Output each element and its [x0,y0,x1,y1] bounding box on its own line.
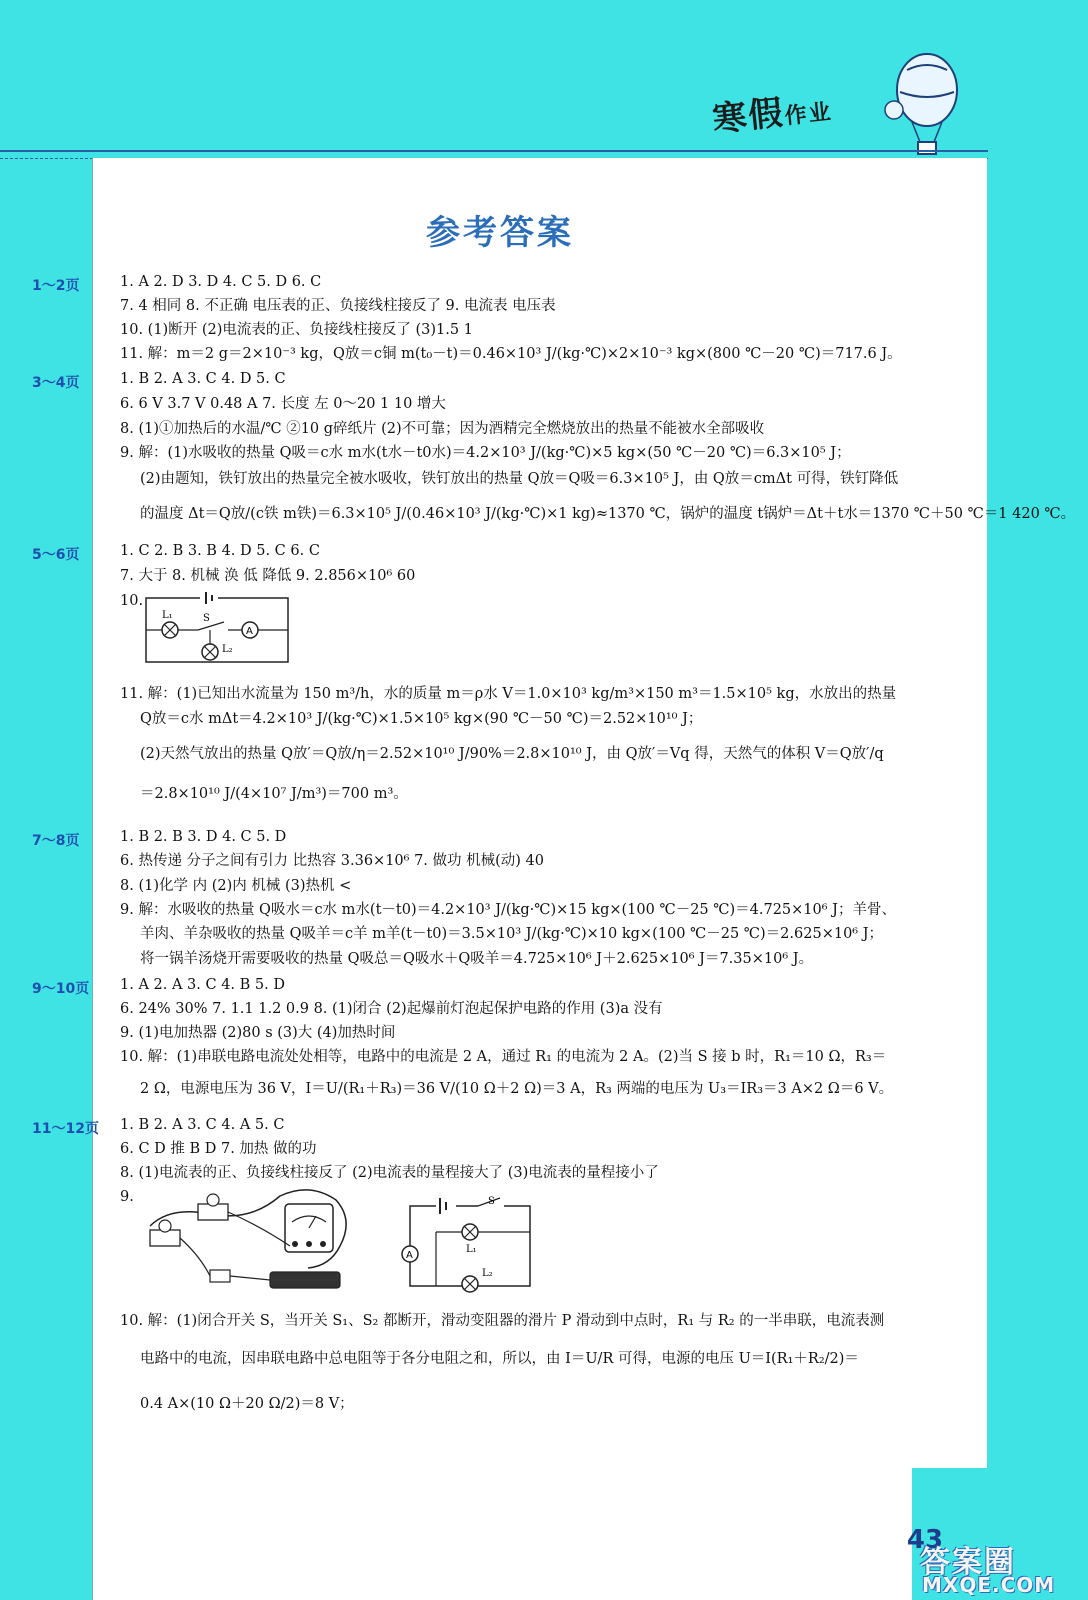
answer-line: 9. (1)电加热器 (2)80 s (3)大 (4)加热时间 [120,1025,396,1041]
watermark-line1: 答案圈 [920,1545,1016,1580]
section-pages-label: 3～4页 [32,375,80,391]
answer-line: 10. [120,593,144,609]
answer-line: 6. 热传递 分子之间有引力 比热容 3.36×10⁶ 7. 做功 机械(动) 40 [120,853,545,869]
answer-line: 1. C 2. B 3. B 4. D 5. C 6. C [120,543,320,559]
answer-line: 羊肉、羊杂吸收的热量 Q吸羊＝c羊 m羊(t－t0)＝3.5×10³ J/(kg·℃)×10 kg×(100 ℃－25 ℃)＝2.625×10⁶ J； [140,926,884,942]
c1-l1-label: L₁ [162,610,173,621]
answer-line: (2)由题知，铁钉放出的热量完全被水吸收，铁钉放出的热量 Q放＝Q吸＝6.3×10⁵ J，由 Q放＝cmΔt 可得，铁钉降低 [140,471,899,487]
answer-line: 10. 解：(1)闭合开关 S，当开关 S₁、S₂ 都断开，滑动变阻器的滑片 P 滑动到中点时，R₁ 与 R₂ 的一半串联，电流表测 [120,1313,885,1329]
c1-a-label: A [246,626,253,637]
answer-line: 8. (1)①加热后的水温/℃ ②10 g碎纸片 (2)不可靠；因为酒精完全燃烧放出的热量不能被水全部吸收 [120,421,765,437]
answer-line: 1. B 2. B 3. D 4. C 5. D [120,829,287,845]
answer-line: 8. (1)电流表的正、负接线柱接反了 (2)电流表的量程接大了 (3)电流表的量程接小了 [120,1165,659,1181]
answer-line: 7. 大于 8. 机械 涣 低 降低 9. 2.856×10⁶ 60 [120,568,416,584]
answer-line: 11. 解：m＝2 g＝2×10⁻³ kg，Q放＝c铜 m(t₀－t)＝0.46×10³ J/(kg·℃)×2×10⁻³ kg×(800 ℃－20 ℃)＝717.6 J。 [120,346,902,362]
c1-l2-label: L₂ [222,644,233,655]
answer-line: ＝2.8×10¹⁰ J/(4×10⁷ J/m³)＝700 m³。 [140,786,408,802]
page-title: 参考答案 [426,213,574,253]
header-band [0,0,1088,150]
answer-line: 10. 解：(1)串联电路电流处处相等，电路中的电流是 2 A，通过 R₁ 的电流为 2 A。(2)当 S 接 b 时，R₁＝10 Ω，R₃＝ [120,1049,887,1065]
c2-l1-label: L₁ [466,1244,477,1255]
answer-line: 8. (1)化学 内 (2)内 机械 (3)热机 < [120,878,352,894]
answer-line: 0.4 A×(10 Ω＋20 Ω/2)＝8 V； [140,1396,354,1412]
answer-line: 6. C D 推 B D 7. 加热 做的功 [120,1141,317,1157]
answer-line: 1. A 2. A 3. C 4. B 5. D [120,977,285,993]
brand-main: 寒假 [710,92,787,141]
paper-area-lower [92,1468,912,1600]
answer-line: 9. [120,1189,134,1205]
answer-line: 11. 解：(1)已知出水流量为 150 m³/h，水的质量 m＝ρ水 V＝1.0×10³ kg/m³×150 m³＝1.5×10⁵ kg，水放出的热量 [120,686,897,702]
answer-line: 6. 6 V 3.7 V 0.48 A 7. 长度 左 0～20 1 10 增大 [120,396,446,412]
brand-sub: 作业 [783,99,834,130]
answer-line: 7. 4 相同 8. 不正确 电压表的正、负接线柱接反了 9. 电流表 电压表 [120,298,556,314]
circuit-diagram-1 [140,590,300,670]
section-pages-label: 9～10页 [32,981,90,997]
c1-s-label: S [203,613,210,624]
answer-line: 1. B 2. A 3. C 4. D 5. C [120,371,286,387]
answer-line: 将一锅羊汤烧开需要吸收的热量 Q吸总＝Q吸水＋Q吸羊＝4.725×10⁶ J＋2.625×10⁶ J＝7.35×10⁶ J。 [140,951,814,967]
section-pages-label: 5～6页 [32,547,80,563]
hot-air-balloon-icon [882,50,972,160]
answer-line: 10. (1)断开 (2)电流表的正、负接线柱接反了 (3)1.5 1 [120,322,473,338]
c2-a-label: A [406,1250,413,1261]
section-pages-label: 7～8页 [32,833,80,849]
c2-s-label: S [488,1196,495,1207]
c2-l2-label: L₂ [482,1268,493,1279]
watermark-logo [880,1535,1080,1595]
answer-line: 2 Ω，电源电压为 36 V，I＝U/(R₁＋R₃)＝36 V/(10 Ω＋2 Ω)＝3 A，R₃ 两端的电压为 U₃＝IR₃＝3 A×2 Ω＝6 V。 [140,1081,894,1097]
answer-line: 电路中的电流，因串联电路中总电阻等于各分电阻之和，所以，由 I＝U/R 可得，电源的电压 U＝I(R₁＋R₂/2)＝ [140,1351,859,1367]
answer-line: 1. A 2. D 3. D 4. C 5. D 6. C [120,274,322,290]
section-pages-label: 11～12页 [32,1121,99,1137]
brand-logo [710,80,834,141]
circuit-diagram-2 [400,1196,540,1296]
page-number: 43 [906,1525,944,1555]
apparatus-sketch [140,1186,360,1296]
watermark-line2: MXQE.COM [922,1573,1056,1597]
answer-line: 6. 24% 30% 7. 1.1 1.2 0.9 8. (1)闭合 (2)起爆前灯泡起保护电路的作用 (3)a 没有 [120,1001,663,1017]
answer-line: 1. B 2. A 3. C 4. A 5. C [120,1117,285,1133]
answer-line: 的温度 Δt＝Q放/(c铁 m铁)＝6.3×10⁵ J/(0.46×10³ J/(kg·℃)×1 kg)≈1370 ℃，锅炉的温度 t锅炉＝Δt＋t水＝1370 ℃＋50 ℃＝1 420 ℃。 [140,506,1076,522]
answer-line: Q放＝c水 mΔt＝4.2×10³ J/(kg·℃)×1.5×10⁵ kg×(90 ℃－50 ℃)＝2.52×10¹⁰ J； [140,711,703,727]
answer-line: (2)天然气放出的热量 Q放′＝Q放/η＝2.52×10¹⁰ J/90%＝2.8×10¹⁰ J，由 Q放′＝Vq 得，天然气的体积 V＝Q放′/q [140,746,884,762]
answer-line: 9. 解：水吸收的热量 Q吸水＝c水 m水(t－t0)＝4.2×10³ J/(kg·℃)×15 kg×(100 ℃－25 ℃)＝4.725×10⁶ J；羊骨、 [120,902,896,918]
answer-line: 9. 解：(1)水吸收的热量 Q吸＝c水 m水(t水－t0水)＝4.2×10³ J/(kg·℃)×5 kg×(50 ℃－20 ℃)＝6.3×10⁵ J； [120,445,851,461]
section-pages-label: 1～2页 [32,278,80,294]
